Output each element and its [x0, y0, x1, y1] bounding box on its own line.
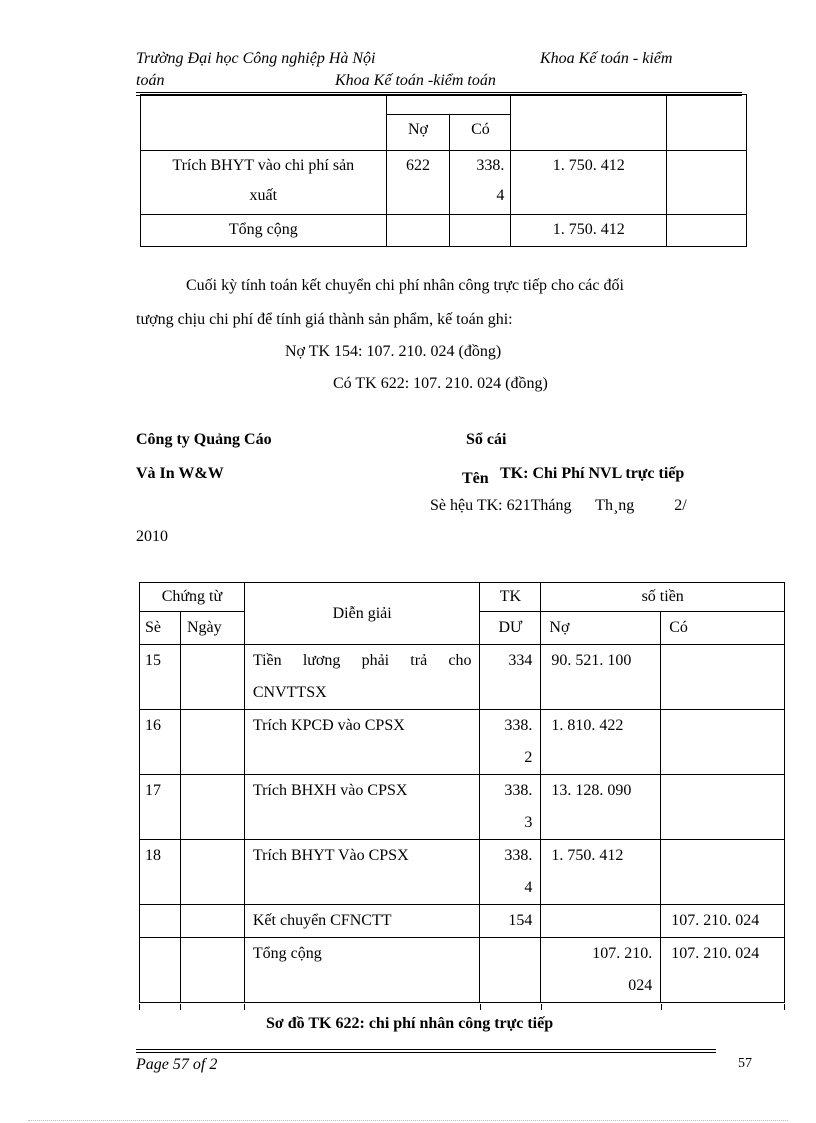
- header-diengiai: Diễn giải: [244, 583, 480, 645]
- cell-line: 338.: [504, 847, 533, 864]
- cell-tk: [480, 775, 541, 840]
- cell-co: [661, 840, 785, 905]
- header-no: Nợ: [541, 612, 661, 645]
- header-left: Trường Đại học Công nghiệp Hà Nội: [136, 50, 376, 67]
- credit-line: 338.: [476, 157, 505, 174]
- cell-ngay: [180, 710, 244, 775]
- cell-diengiai: [244, 840, 480, 905]
- cell-ngay: [180, 775, 244, 840]
- cell-line: Kết chuyển CFNCTT: [252, 912, 392, 929]
- company-name-2: Và In W&W: [136, 465, 224, 482]
- cell-line: 18: [145, 847, 161, 864]
- entry-table: [140, 94, 747, 247]
- cell-se: [140, 710, 181, 775]
- cell-se: [140, 645, 181, 710]
- table-row: [140, 905, 785, 938]
- table-cell: [667, 95, 747, 151]
- amount: 1. 750. 412: [511, 151, 667, 215]
- header-du: DƯ: [480, 612, 541, 645]
- cell-se: [140, 905, 181, 938]
- table-cell: [511, 95, 667, 151]
- cell-line: 107. 210. 024: [671, 945, 760, 962]
- year: 2010: [136, 528, 168, 545]
- credit-entry: Có TK 622: 107. 210. 024 (đồng): [333, 375, 548, 392]
- account-name: TK: Chi Phí NVL trực tiếp: [500, 465, 685, 482]
- cell-line: 3: [524, 814, 533, 831]
- footer-page-number: 57: [738, 1056, 752, 1071]
- header-tk: TK: [480, 583, 541, 612]
- cell-diengiai: [244, 645, 480, 710]
- paragraph-line: Cuối kỳ tính toán kết chuyển chi phí nhân công trực tiếp cho các đối: [186, 277, 624, 294]
- credit-account: [450, 151, 511, 215]
- cell-ngay: [180, 645, 244, 710]
- table-cell: [667, 215, 747, 247]
- cell-line: 16: [145, 717, 161, 734]
- cell-no: [541, 710, 661, 775]
- cell-no: [541, 938, 661, 1003]
- table-row-desc: [141, 151, 387, 215]
- cell-line: 107. 210.: [592, 945, 653, 962]
- table-cell: [667, 151, 747, 215]
- page-edge: [28, 1120, 788, 1121]
- cell-tk: [480, 938, 541, 1003]
- cell-line: 13. 128. 090: [551, 782, 632, 799]
- table-row: [140, 938, 785, 1003]
- cell-co: [661, 645, 785, 710]
- cell-co: [661, 775, 785, 840]
- cell-line: 107. 210. 024: [671, 912, 760, 929]
- no-header: Nợ: [386, 115, 450, 151]
- cell-diengiai: [244, 775, 480, 840]
- cell-line: 2: [524, 749, 533, 766]
- table-row: [140, 840, 785, 905]
- header-mid: Khoa Kế toán -kiểm toán: [335, 72, 496, 89]
- cell-no: [541, 775, 661, 840]
- cell-no: [541, 645, 661, 710]
- ledger-table: [139, 582, 785, 1003]
- header-co: Có: [661, 612, 785, 645]
- debit-entry: Nợ TK 154: 107. 210. 024 (đồng): [285, 343, 502, 360]
- header-right: Khoa Kế toán - kiểm: [540, 50, 673, 67]
- diagram-caption: Sơ đồ TK 622: chi phí nhân công trực tiếp: [266, 1015, 554, 1032]
- account-number: Sè hệu TK: 621Tháng Th¸ng 2/: [430, 497, 687, 514]
- table-cell: [386, 95, 511, 115]
- table-row: [140, 775, 785, 840]
- cell-no: [541, 905, 661, 938]
- cell-line: 154: [508, 912, 533, 929]
- cell-se: [140, 938, 181, 1003]
- footer-page: Page 57 of 2: [136, 1056, 218, 1073]
- cell-ngay: [180, 905, 244, 938]
- header-se: Sè: [140, 612, 181, 645]
- cell-diengiai: [244, 905, 480, 938]
- cell-line: 334: [508, 652, 533, 669]
- cell-no: [541, 840, 661, 905]
- company-name: Công ty Quảng Cáo: [136, 431, 272, 448]
- cell-line: 338.: [504, 782, 533, 799]
- table-row: [140, 710, 785, 775]
- desc-line: Trích BHYT vào chi phí sản: [172, 157, 355, 174]
- paragraph-line: tượng chịu chi phí để tính giá thành sản phẩm, kế toán ghi:: [136, 311, 513, 328]
- header-left-cont: toán: [136, 72, 165, 89]
- cell-tk: [480, 710, 541, 775]
- cell-co: [661, 905, 785, 938]
- cell-co: [661, 938, 785, 1003]
- header-chungtu: Chứng từ: [140, 583, 245, 612]
- table-row: [140, 645, 785, 710]
- cell-diengiai: [244, 938, 480, 1003]
- cell-diengiai: [244, 710, 480, 775]
- footer-rule-2: [136, 1052, 716, 1053]
- cell-line: CNVTTSX: [252, 684, 327, 701]
- cell-tk: [480, 645, 541, 710]
- total-label: Tổng cộng: [141, 215, 387, 247]
- cell-line: 15: [145, 652, 161, 669]
- cell-co: [661, 710, 785, 775]
- cell-line: Tổng cộng: [252, 945, 322, 962]
- cell-se: [140, 775, 181, 840]
- header-rule: [136, 92, 742, 93]
- cell-line: 17: [145, 782, 161, 799]
- cell-line: Tiền lương phải trả cho: [252, 652, 472, 669]
- table-cell: [386, 215, 450, 247]
- table-cell: [141, 95, 387, 151]
- cell-ngay: [180, 840, 244, 905]
- header-sotien: số tiền: [541, 583, 785, 612]
- footer-rule: [136, 1049, 716, 1050]
- cell-tk: [480, 905, 541, 938]
- total-amount: 1. 750. 412: [511, 215, 667, 247]
- cell-line: Trích KPCĐ vào CPSX: [252, 717, 405, 734]
- cell-line: 90. 521. 100: [551, 652, 632, 669]
- cell-ngay: [180, 938, 244, 1003]
- table-cell: [450, 215, 511, 247]
- co-header: Có: [450, 115, 511, 151]
- desc-line: xuất: [249, 187, 278, 204]
- cell-line: Trích BHYT Vào CPSX: [252, 847, 409, 864]
- cell-line: 4: [524, 879, 533, 896]
- cell-line: 338.: [504, 717, 533, 734]
- cell-se: [140, 840, 181, 905]
- cell-line: 024: [628, 977, 653, 994]
- cell-line: 1. 750. 412: [551, 847, 624, 864]
- cell-line: 1. 810. 422: [551, 717, 624, 734]
- header-ngay: Ngày: [180, 612, 244, 645]
- ten-label: Tên: [462, 470, 489, 487]
- cell-tk: [480, 840, 541, 905]
- cell-line: Trích BHXH vào CPSX: [252, 782, 408, 799]
- credit-line: 4: [496, 187, 505, 204]
- debit-account: 622: [386, 151, 450, 215]
- ledger-title: Sổ cái: [466, 431, 507, 448]
